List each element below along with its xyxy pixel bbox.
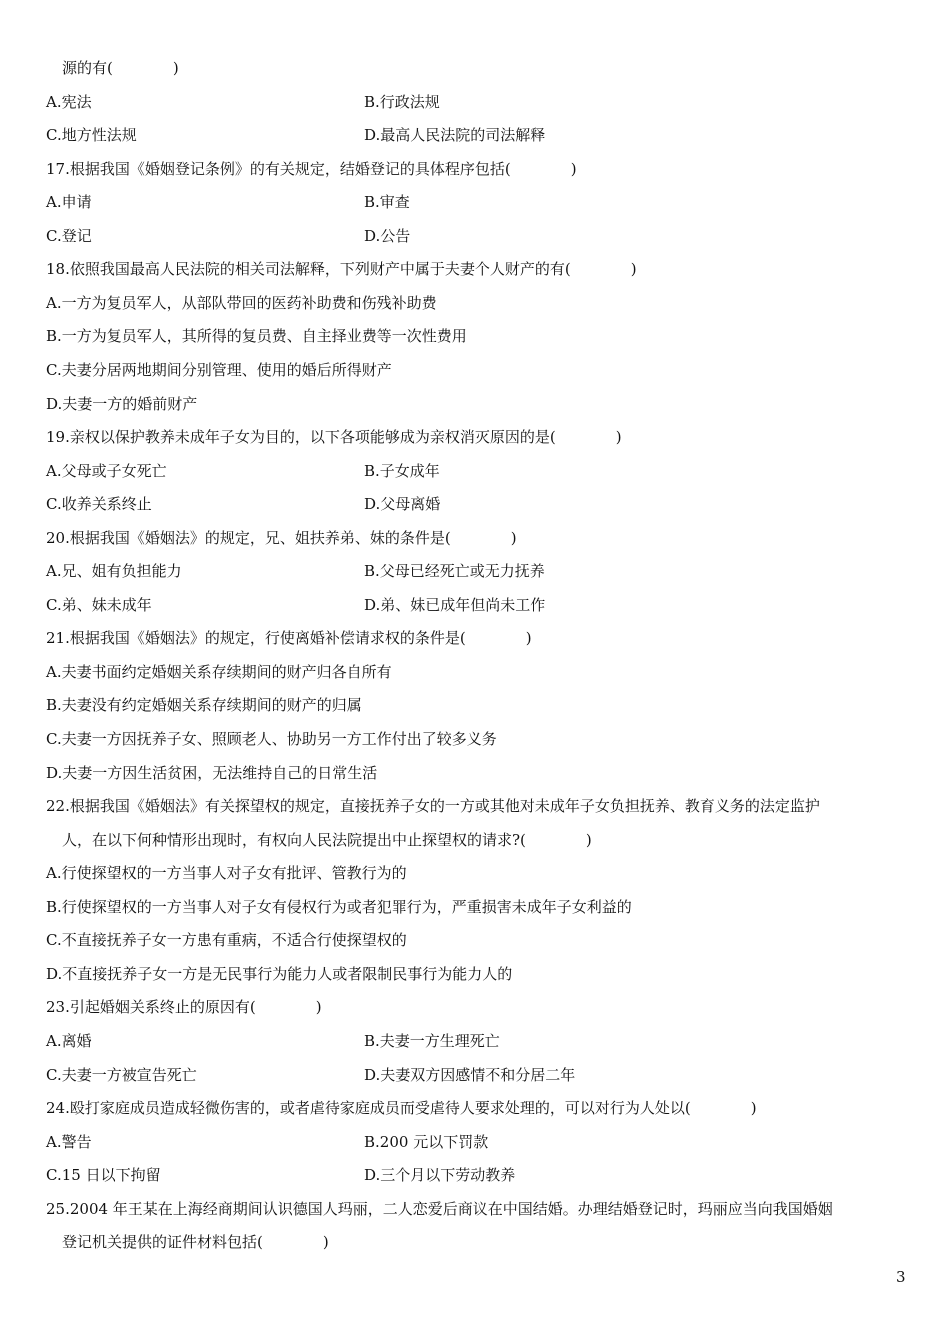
question-text: 25.2004 年王某在上海经商期间认识德国人玛丽，二人恋爱后商议在中国结婚。办理结婚登记时，玛丽应当向我国婚姻 [46, 1199, 833, 1218]
option-row [46, 190, 910, 214]
option-text: D.父母离婚 [364, 495, 441, 514]
text-line: B.行使探望权的一方当事人对子女有侵权行为或者犯罪行为，严重损害未成年子女利益的 [46, 897, 632, 916]
text-line: D.夫妻一方因生活贫困，无法维持自己的日常生活 [46, 763, 378, 782]
option-text: D.三个月以下劳动教养 [364, 1166, 516, 1185]
option-row [46, 123, 910, 147]
text-line: D.不直接抚养子女一方是无民事行为能力人或者限制民事行为能力人的 [46, 964, 513, 983]
text-line: B.夫妻没有约定婚姻关系存续期间的财产的归属 [46, 696, 362, 715]
option-text: D.最高人民法院的司法解释 [364, 126, 546, 145]
option-row [46, 90, 910, 114]
option-text: D.夫妻双方因感情不和分居二年 [364, 1065, 576, 1084]
text-line: A.一方为复员军人，从部队带回的医药补助费和伤残补助费 [46, 293, 437, 312]
option-text: B.子女成年 [364, 461, 440, 480]
option-text: B.审查 [364, 193, 410, 212]
option-row [46, 224, 910, 248]
question-text: 21.根据我国《婚姻法》的规定，行使离婚补偿请求权的条件是( ) [46, 629, 532, 648]
option-text: A.父母或子女死亡 [46, 461, 167, 480]
page-number: 3 [896, 1268, 906, 1286]
text-line: C.不直接抚养子女一方患有重病，不适合行使探望权的 [46, 931, 407, 950]
text-line: A.夫妻书面约定婚姻关系存续期间的财产归各自所有 [46, 662, 392, 681]
option-text: A.兄、姐有负担能力 [46, 562, 182, 581]
text-line: 登记机关提供的证件材料包括( ) [62, 1233, 329, 1252]
option-row [46, 559, 910, 583]
option-text: A.申请 [46, 193, 92, 212]
question-text: 17.根据我国《婚姻登记条例》的有关规定，结婚登记的具体程序包括( ) [46, 159, 577, 178]
option-text: B.200 元以下罚款 [364, 1132, 489, 1151]
option-row [46, 492, 910, 516]
text-line: 源的有( ) [62, 59, 179, 77]
option-text: B.夫妻一方生理死亡 [364, 1031, 500, 1050]
question-text: 19.亲权以保护教养未成年子女为目的，以下各项能够成为亲权消灭原因的是( ) [46, 428, 622, 446]
text-line: 人，在以下何种情形出现时，有权向人民法院提出中止探望权的请求?( ) [62, 830, 592, 849]
option-text: B.行政法规 [364, 92, 440, 111]
option-row [46, 1130, 910, 1154]
option-text: A.离婚 [46, 1031, 92, 1050]
option-text: C.夫妻一方被宣告死亡 [46, 1065, 197, 1084]
option-row [46, 1063, 910, 1087]
question-text: 24.殴打家庭成员造成轻微伤害的，或者虐待家庭成员而受虐待人要求处理的，可以对行为人处以( ) [46, 1099, 757, 1117]
option-text: D.弟、妹已成年但尚未工作 [364, 595, 546, 614]
option-row [46, 1029, 910, 1053]
option-row [46, 459, 910, 483]
option-text: A.警告 [46, 1132, 92, 1151]
option-text: C.收养关系终止 [46, 495, 152, 514]
question-text: 23.引起婚姻关系终止的原因有( ) [46, 998, 322, 1017]
question-text: 22.根据我国《婚姻法》有关探望权的规定，直接抚养子女的一方或其他对未成年子女负担抚养、教育义务的法定监护 [46, 797, 820, 816]
text-line: C.夫妻一方因抚养子女、照顾老人、协助另一方工作付出了较多义务 [46, 730, 497, 748]
question-text: 18.依照我国最高人民法院的相关司法解释，下列财产中属于夫妻个人财产的有( ) [46, 260, 637, 279]
text-line: B.一方为复员军人，其所得的复员费、自主择业费等一次性费用 [46, 327, 467, 346]
option-text: C.登记 [46, 226, 92, 245]
option-text: A.宪法 [46, 92, 92, 111]
option-text: C.地方性法规 [46, 126, 137, 145]
text-line: D.夫妻一方的婚前财产 [46, 394, 198, 413]
option-row [46, 593, 910, 617]
text-line: A.行使探望权的一方当事人对子女有批评、管教行为的 [46, 864, 407, 883]
text-line: C.夫妻分居两地期间分别管理、使用的婚后所得财产 [46, 360, 392, 379]
question-text: 20.根据我国《婚姻法》的规定，兄、姐扶养弟、妹的条件是( ) [46, 528, 517, 547]
option-text: C.15 日以下拘留 [46, 1166, 161, 1185]
option-text: B.父母已经死亡或无力抚养 [364, 562, 545, 581]
option-text: C.弟、妹未成年 [46, 595, 152, 614]
option-text: D.公告 [364, 226, 411, 245]
option-row [46, 1163, 910, 1187]
